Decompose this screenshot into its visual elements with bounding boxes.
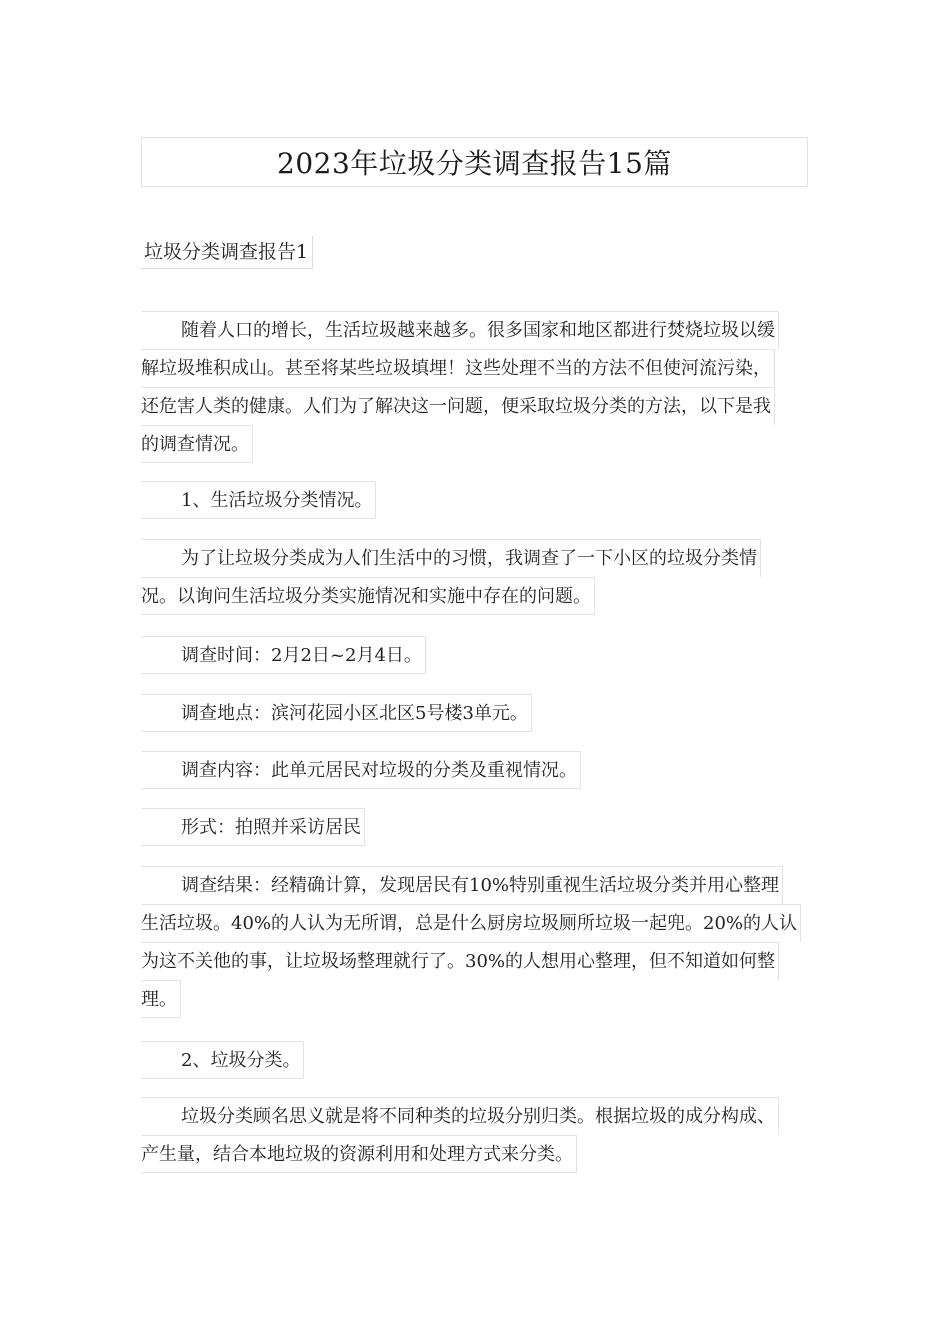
paragraph-line: 调查地点：滨河花园小区北区5号楼3单元。 — [141, 694, 532, 732]
paragraph-subheading-1 — [141, 481, 811, 519]
paragraph-line: 调查时间：2月2日~2月4日。 — [141, 636, 426, 674]
paragraph-line: 为了让垃圾分类成为人们生活中的习惯，我调查了一下小区的垃圾分类情 — [141, 539, 761, 577]
paragraph-line: 产生量，结合本地垃圾的资源利用和处理方式来分类。 — [141, 1135, 577, 1173]
document-title: 2023年垃圾分类调查报告15篇 — [277, 147, 672, 180]
paragraph-survey-time — [141, 636, 811, 674]
paragraph-line: 1、生活垃圾分类情况。 — [141, 481, 376, 519]
paragraph-line: 为这不关他的事，让垃圾场整理就行了。30%的人想用心整理，但不知道如何整 — [141, 942, 779, 980]
paragraph-survey-purpose — [141, 539, 811, 615]
paragraph-line: 解垃圾堆积成山。甚至将某些垃圾填埋！这些处理不当的方法不但使河流污染， — [141, 349, 775, 387]
paragraph-line: 还危害人类的健康。人们为了解决这一问题，便采取垃圾分类的方法，以下是我 — [141, 387, 775, 425]
paragraph-line: 形式：拍照并采访居民 — [141, 808, 365, 846]
paragraph-line: 的调查情况。 — [141, 425, 253, 463]
paragraph-survey-result — [141, 866, 811, 1018]
paragraph-classification — [141, 1097, 811, 1173]
paragraph-line: 理。 — [141, 980, 181, 1018]
section-heading: 垃圾分类调查报告1 — [141, 236, 313, 269]
title-box — [141, 137, 808, 187]
paragraph-line: 调查内容：此单元居民对垃圾的分类及重视情况。 — [141, 751, 581, 789]
paragraph-survey-content — [141, 751, 811, 789]
paragraph-line: 随着人口的增长，生活垃圾越来越多。很多国家和地区都进行焚烧垃圾以缓 — [141, 311, 779, 349]
paragraph-intro — [141, 311, 811, 463]
paragraph-subheading-2 — [141, 1041, 811, 1079]
paragraph-line: 2、垃圾分类。 — [141, 1041, 304, 1079]
paragraph-line: 调查结果：经精确计算，发现居民有10%特别重视生活垃圾分类并用心整理 — [141, 866, 783, 904]
paragraph-line: 垃圾分类顾名思义就是将不同种类的垃圾分别归类。根据垃圾的成分构成、 — [141, 1097, 779, 1135]
paragraph-line: 生活垃圾。40%的人认为无所谓，总是什么厨房垃圾厕所垃圾一起兜。20%的人认 — [141, 904, 801, 942]
paragraph-survey-place — [141, 694, 811, 732]
paragraph-survey-form — [141, 808, 811, 846]
paragraph-line: 况。以询问生活垃圾分类实施情况和实施中存在的问题。 — [141, 577, 595, 615]
